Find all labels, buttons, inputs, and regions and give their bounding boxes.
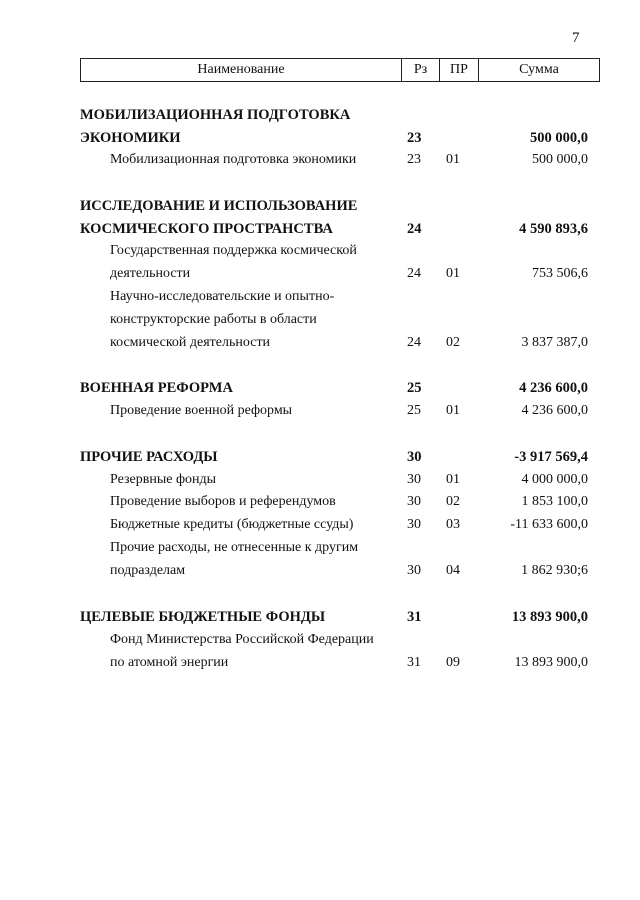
- row-sum: 500 000,0: [532, 152, 588, 167]
- item-row: [0, 629, 640, 651]
- header-sum: Сумма: [519, 62, 559, 77]
- row-rz: 30: [407, 517, 421, 532]
- row-name: ЦЕЛЕВЫЕ БЮДЖЕТНЫЕ ФОНДЫ: [80, 609, 326, 625]
- row-sum: 4 000 000,0: [521, 472, 588, 487]
- row-name: конструкторские работы в области: [110, 312, 317, 327]
- row-rz: 23: [407, 130, 422, 146]
- row-name: Проведение выборов и референдумов: [110, 494, 336, 509]
- row-name: Мобилизационная подготовка экономики: [110, 152, 357, 167]
- row-name: Прочие расходы, не отнесенные к другим: [110, 540, 359, 555]
- row-name: Проведение военной реформы: [110, 403, 293, 418]
- row-sum: 753 506,6: [532, 266, 588, 281]
- item-row: [0, 332, 640, 354]
- row-name: Государственная поддержка космической: [110, 243, 357, 258]
- row-sum: 1 853 100,0: [521, 494, 588, 509]
- row-sum: -3 917 569,4: [514, 449, 588, 465]
- row-rz: 25: [407, 403, 421, 418]
- row-sum: 4 236 600,0: [521, 403, 588, 418]
- row-sum: 1 862 930;6: [521, 563, 588, 578]
- item-row: [0, 652, 640, 674]
- item-row: [0, 309, 640, 331]
- row-name: ИССЛЕДОВАНИЕ И ИСПОЛЬЗОВАНИЕ: [80, 198, 358, 214]
- header-pr: ПР: [440, 59, 479, 81]
- row-rz: 30: [407, 472, 421, 487]
- item-row: [0, 149, 640, 171]
- row-name: КОСМИЧЕСКОГО ПРОСТРАНСТВА: [80, 221, 333, 237]
- row-pr: 01: [446, 403, 460, 418]
- row-name: Резервные фонды: [110, 472, 217, 487]
- row-rz: 31: [407, 609, 422, 625]
- row-name: Научно-исследовательские и опытно-: [110, 289, 335, 304]
- row-sum: 4 236 600,0: [519, 380, 588, 396]
- section-row: [0, 127, 640, 149]
- section-row: [0, 195, 640, 217]
- row-sum: 13 893 900,0: [511, 609, 588, 625]
- row-sum: 3 837 387,0: [521, 335, 588, 350]
- row-name: МОБИЛИЗАЦИОННАЯ ПОДГОТОВКА: [80, 107, 351, 123]
- row-sum: 500 000,0: [530, 130, 588, 146]
- header-name: Наименование: [81, 59, 402, 81]
- item-row: [0, 514, 640, 536]
- row-name: ЭКОНОМИКИ: [80, 130, 181, 146]
- row-pr: 02: [446, 494, 460, 509]
- item-row: [0, 400, 640, 422]
- row-name: ПРОЧИЕ РАСХОДЫ: [80, 449, 218, 465]
- item-row: [0, 286, 640, 308]
- row-sum: 13 893 900,0: [514, 655, 588, 670]
- row-sum: -11 633 600,0: [510, 517, 588, 532]
- row-pr: 09: [446, 655, 460, 670]
- row-pr: 01: [446, 266, 460, 281]
- table-header: [80, 58, 600, 82]
- row-name: Бюджетные кредиты (бюджетные ссуды): [110, 517, 354, 532]
- row-name: деятельности: [110, 266, 191, 281]
- row-sum: 4 590 893,6: [519, 221, 588, 237]
- row-rz: 23: [407, 152, 421, 167]
- section-row: [0, 446, 640, 468]
- section-row: [0, 218, 640, 240]
- row-rz: 30: [407, 449, 422, 465]
- row-name: подразделам: [110, 563, 186, 578]
- row-name: по атомной энергии: [110, 655, 229, 670]
- section-row: [0, 606, 640, 628]
- row-pr: 04: [446, 563, 460, 578]
- row-pr: 02: [446, 335, 460, 350]
- row-rz: 24: [407, 266, 421, 281]
- item-row: [0, 560, 640, 582]
- row-name: космической деятельности: [110, 335, 271, 350]
- row-pr: 03: [446, 517, 460, 532]
- row-pr: 01: [446, 152, 460, 167]
- row-pr: 01: [446, 472, 460, 487]
- section-row: [0, 377, 640, 399]
- header-rz: Рз: [402, 59, 440, 81]
- row-name: ВОЕННАЯ РЕФОРМА: [80, 380, 233, 396]
- row-rz: 30: [407, 563, 421, 578]
- item-row: [0, 537, 640, 559]
- row-name: Фонд Министерства Российской Федерации: [110, 632, 374, 647]
- item-row: [0, 491, 640, 513]
- row-rz: 25: [407, 380, 422, 396]
- page-number: 7: [572, 30, 580, 46]
- item-row: [0, 240, 640, 262]
- row-rz: 31: [407, 655, 421, 670]
- item-row: [0, 469, 640, 491]
- row-rz: 30: [407, 494, 421, 509]
- section-row: [0, 104, 640, 126]
- row-rz: 24: [407, 221, 422, 237]
- item-row: [0, 263, 640, 285]
- row-rz: 24: [407, 335, 421, 350]
